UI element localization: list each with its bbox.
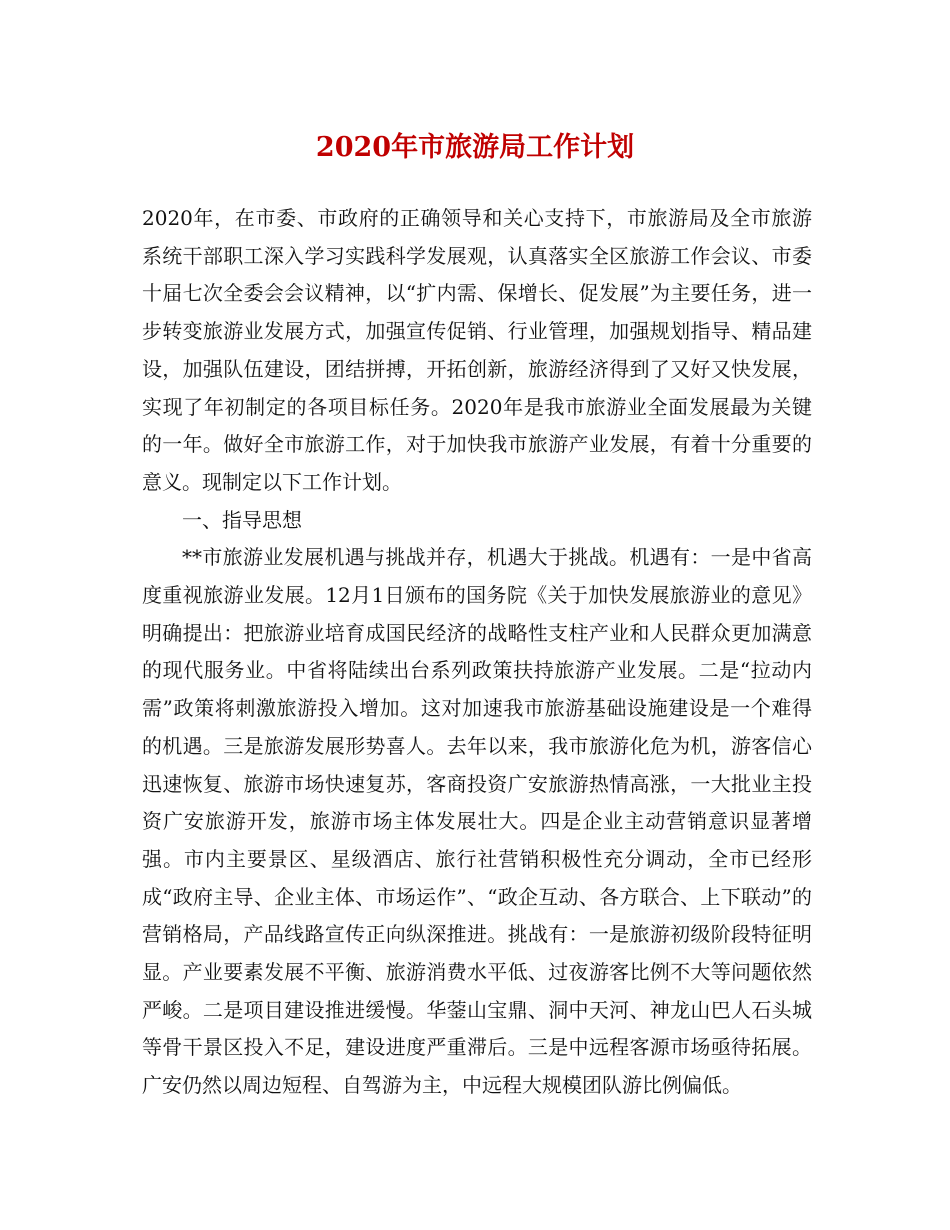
intro-paragraph: 2020年，在市委、市政府的正确领导和关心支持下，市旅游局及全市旅游系统干部职工深入学习实践科学发展观，认真落实全区旅游工作会议、市委十届七次全委会会议精神，以“扩内需、保增长、促发展”为主要任务，进一步转变旅游业发展方式，加强宣传促销、行业管理，加强规划指导、精品建设，加强队伍建设，团结拼搏，开拓创新，旅游经济得到了又好又快发展，实现了年初制定的各项目标任务。2020年是我市旅游业全面发展最为关键的一年。做好全市旅游工作，对于加快我市旅游产业发展，有着十分重要的意义。现制定以下工作计划。 <box>142 206 812 494</box>
document-title: 2020年市旅游局工作计划 <box>315 132 635 163</box>
guiding-ideas-paragraph: **市旅游业发展机遇与挑战并存，机遇大于挑战。机遇有：一是中省高度重视旅游业发展。12月1日颁布的国务院《关于加快发展旅游业的意见》明确提出：把旅游业培育成国民经济的战略性支柱产业和人民群众更加满意的现代服务业。中省将陆续出台系列政策扶持旅游产业发展。二是“拉动内需”政策将刺激旅游投入增加。这对加速我市旅游基础设施建设是一个难得的机遇。三是旅游发展形势喜人。去年以来，我市旅游化危为机，游客信心迅速恢复、旅游市场快速复苏，客商投资广安旅游热情高涨，一大批业主投资广安旅游开发，旅游市场主体发展壮大。四是企业主动营销意识显著增强。市内主要景区、星级酒店、旅行社营销积极性充分调动，全市已经形成“政府主导、企业主体、市场运作”、“政企互动、各方联合、上下联动”的营销格局，产品线路宣传正向纵深推进。挑战有：一是旅游初级阶段特征明显。产业要素发展不平衡、旅游消费水平低、过夜游客比例不大等问题依然严峻。二是项目建设推进缓慢。华蓥山宝鼎、洞中天河、神龙山巴人石头城等骨干景区投入不足，建设进度严重滞后。三是中远程客源市场亟待拓展。广安仍然以周边短程、自驾游为主，中远程大规模团队游比例偏低。 <box>142 545 812 1098</box>
document-body <box>142 200 812 1105</box>
section-heading: 一、指导思想 <box>182 507 302 532</box>
